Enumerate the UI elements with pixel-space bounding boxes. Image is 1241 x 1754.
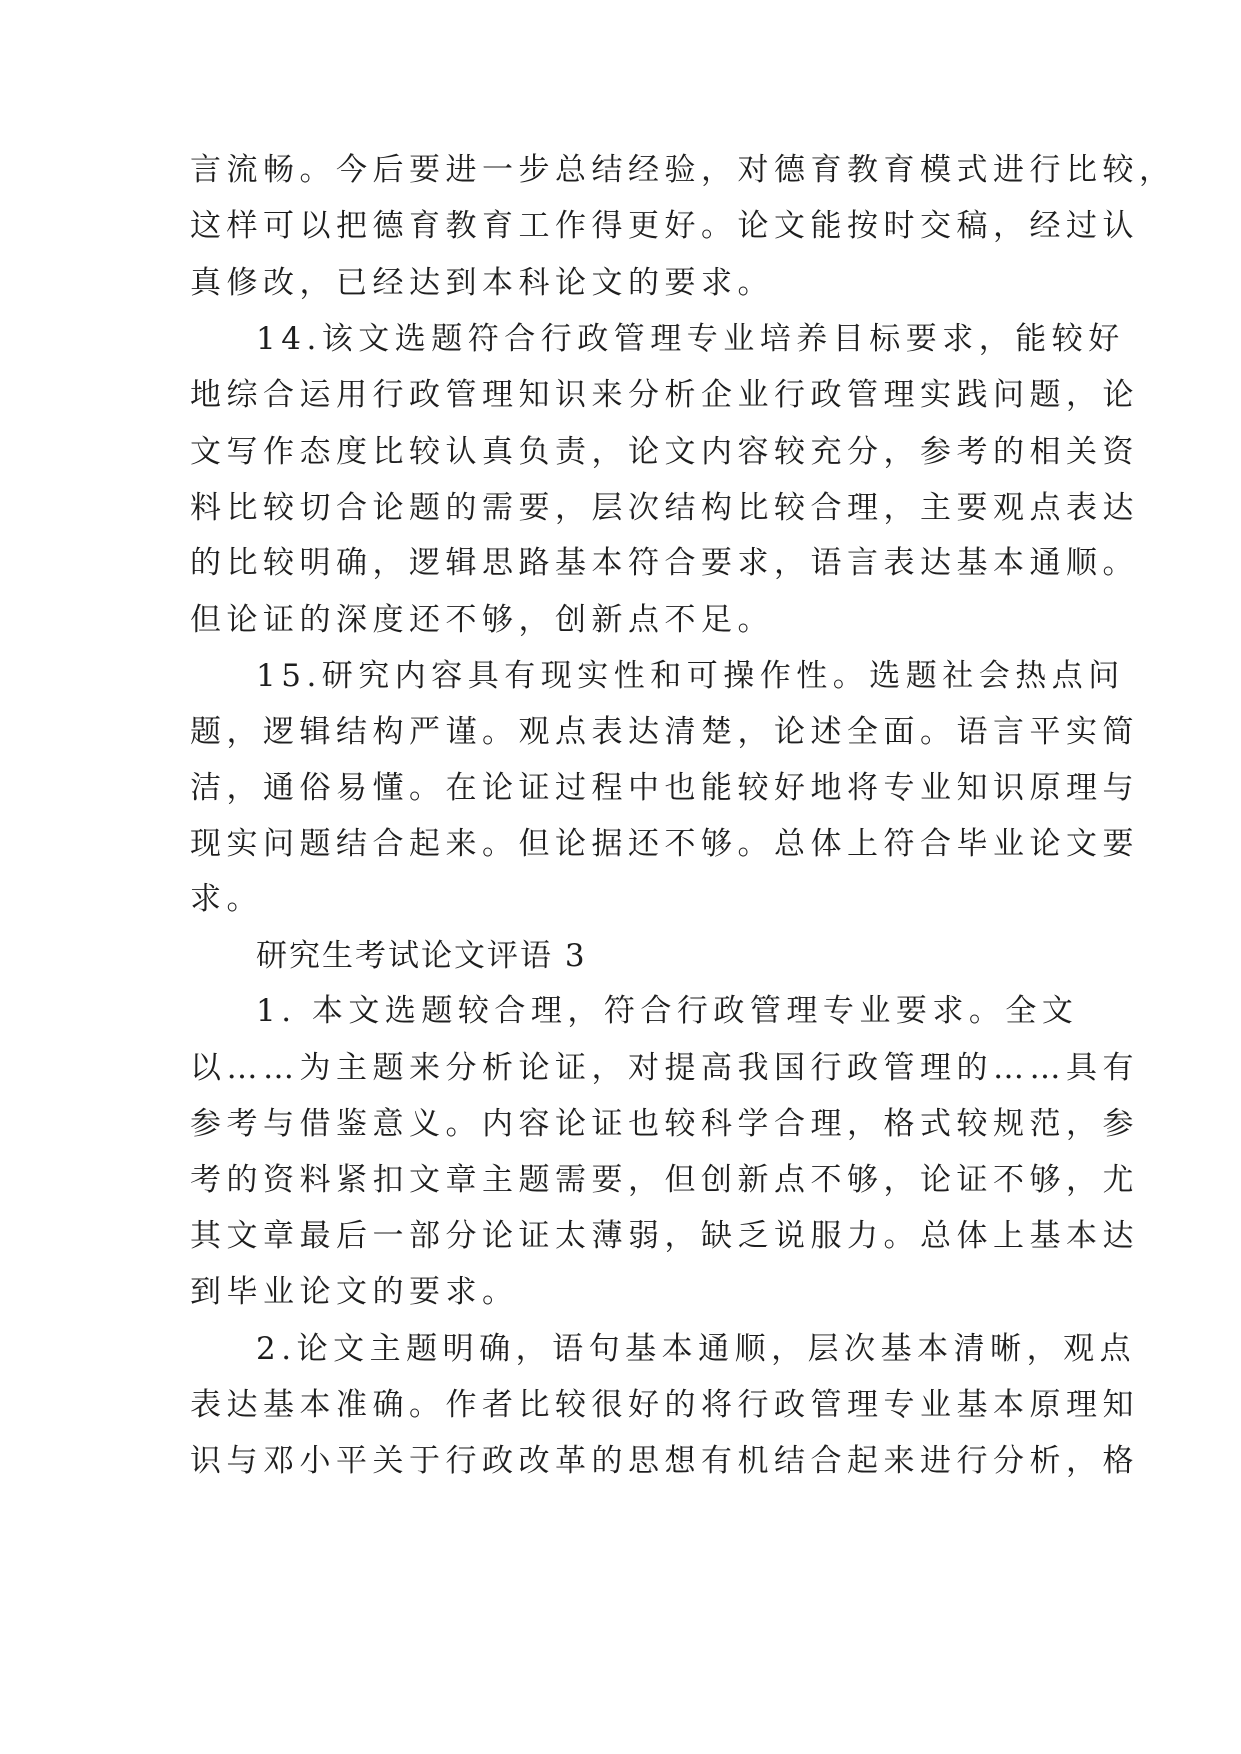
body-text-line: 参考与借鉴意义。内容论证也较科学合理，格式较规范，参	[190, 1106, 1139, 1142]
comment-item-15-start: 15.研究内容具有现实性和可操作性。选题社会热点问	[256, 658, 1125, 694]
body-text-line: 到毕业论文的要求。	[190, 1274, 519, 1310]
comment-item-2-start: 2.论文主题明确，语句基本通顺，层次基本清晰，观点	[256, 1331, 1137, 1367]
body-text-line: 题，逻辑结构严谨。观点表达清楚，论述全面。语言平实简	[190, 714, 1139, 750]
body-text-line: 真修改，已经达到本科论文的要求。	[190, 265, 774, 301]
body-text-line: 求。	[190, 881, 263, 917]
body-text-line: 表达基本准确。作者比较很好的将行政管理专业基本原理知	[190, 1387, 1139, 1423]
body-text-line: 洁，通俗易懂。在论证过程中也能较好地将专业知识原理与	[190, 770, 1139, 806]
body-text-line: 这样可以把德育教育工作得更好。论文能按时交稿，经过认	[190, 208, 1139, 244]
body-text-line: 现实问题结合起来。但论据还不够。总体上符合毕业论文要	[190, 826, 1139, 862]
body-text-line: 以……为主题来分析论证，对提高我国行政管理的……具有	[190, 1050, 1139, 1086]
section-heading: 研究生考试论文评语 3	[256, 938, 587, 974]
body-text-line: 考的资料紧扣文章主题需要，但创新点不够，论证不够，尤	[190, 1162, 1139, 1198]
body-text-line: 言流畅。今后要进一步总结经验，对德育教育模式进行比较，	[190, 152, 1176, 188]
body-text-line: 料比较切合论题的需要，层次结构比较合理，主要观点表达	[190, 490, 1139, 526]
body-text-line: 文写作态度比较认真负责，论文内容较充分，参考的相关资	[190, 434, 1139, 470]
comment-item-14-start: 14.该文选题符合行政管理专业培养目标要求，能较好	[256, 321, 1125, 357]
body-text-line: 地综合运用行政管理知识来分析企业行政管理实践问题，论	[190, 377, 1139, 413]
body-text-line: 但论证的深度还不够，创新点不足。	[190, 602, 774, 638]
body-text-line: 其文章最后一部分论证太薄弱，缺乏说服力。总体上基本达	[190, 1218, 1139, 1254]
body-text-line: 的比较明确，逻辑思路基本符合要求，语言表达基本通顺。	[190, 545, 1139, 581]
comment-item-1-start: 1. 本文选题较合理，符合行政管理专业要求。全文	[256, 993, 1079, 1029]
body-text-line: 识与邓小平关于行政改革的思想有机结合起来进行分析，格	[190, 1443, 1139, 1479]
